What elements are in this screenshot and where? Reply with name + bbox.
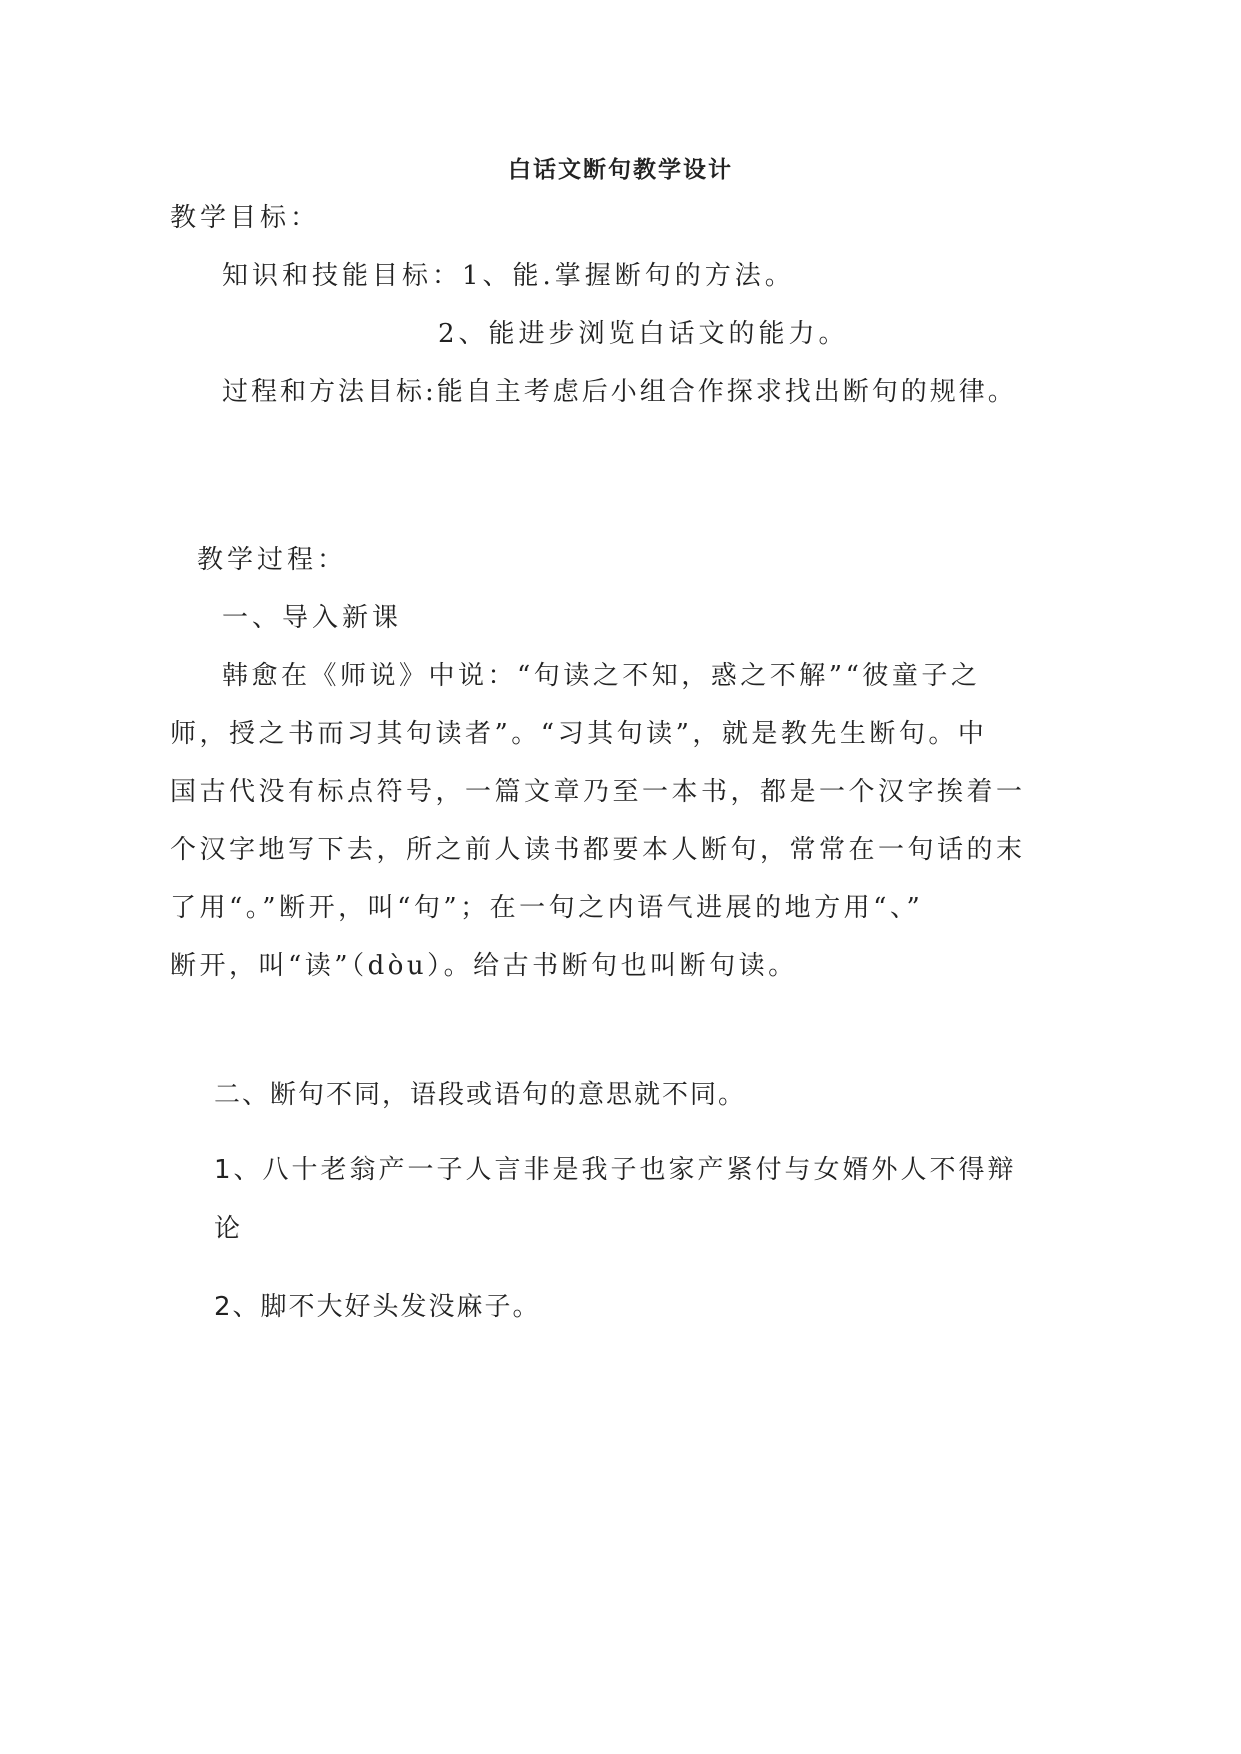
paragraph-line: 断开，叫“读”（dòu）。给古书断句也叫断句读。	[170, 951, 798, 981]
paragraph-line: 国古代没有标点符号，一篇文章乃至一本书，都是一个汉字挨着一	[170, 777, 1026, 807]
section-1-title: 一、导入新课	[222, 603, 403, 633]
paragraph-line: 个汉字地写下去，所之前人读书都要本人断句，常常在一句话的末	[170, 835, 1026, 865]
knowledge-goal-2: 2、能进步浏览白话文的能力。	[438, 319, 849, 349]
goals-heading: 教学目标：	[170, 203, 321, 233]
example-1-line-1: 1、八十老翁产一子人言非是我子也家产紧付与女婿外人不得辩	[214, 1155, 1017, 1185]
paragraph-line: 了用“。”断开，叫“句”；在一句之内语气进展的地方用“、”	[170, 893, 924, 923]
process-heading: 教学过程：	[197, 545, 348, 575]
paragraph-line: 韩愈在《师说》中说：“句读之不知，惑之不解”“彼童子之	[222, 661, 981, 691]
example-1-line-2: 论	[214, 1214, 245, 1244]
example-2: 2、脚不大好头发没麻子。	[214, 1292, 541, 1322]
process-goal: 过程和方法目标:能自主考虑后小组合作探求找出断句的规律。	[222, 377, 1017, 407]
knowledge-goal-1: 知识和技能目标：1、能.掌握断句的方法。	[222, 261, 795, 291]
section-2-title: 二、断句不同，语段或语句的意思就不同。	[214, 1080, 747, 1110]
document-title: 白话文断句教学设计	[508, 156, 733, 183]
paragraph-line: 师，授之书而习其句读者”。“习其句读”，就是教先生断句。中	[170, 719, 988, 749]
